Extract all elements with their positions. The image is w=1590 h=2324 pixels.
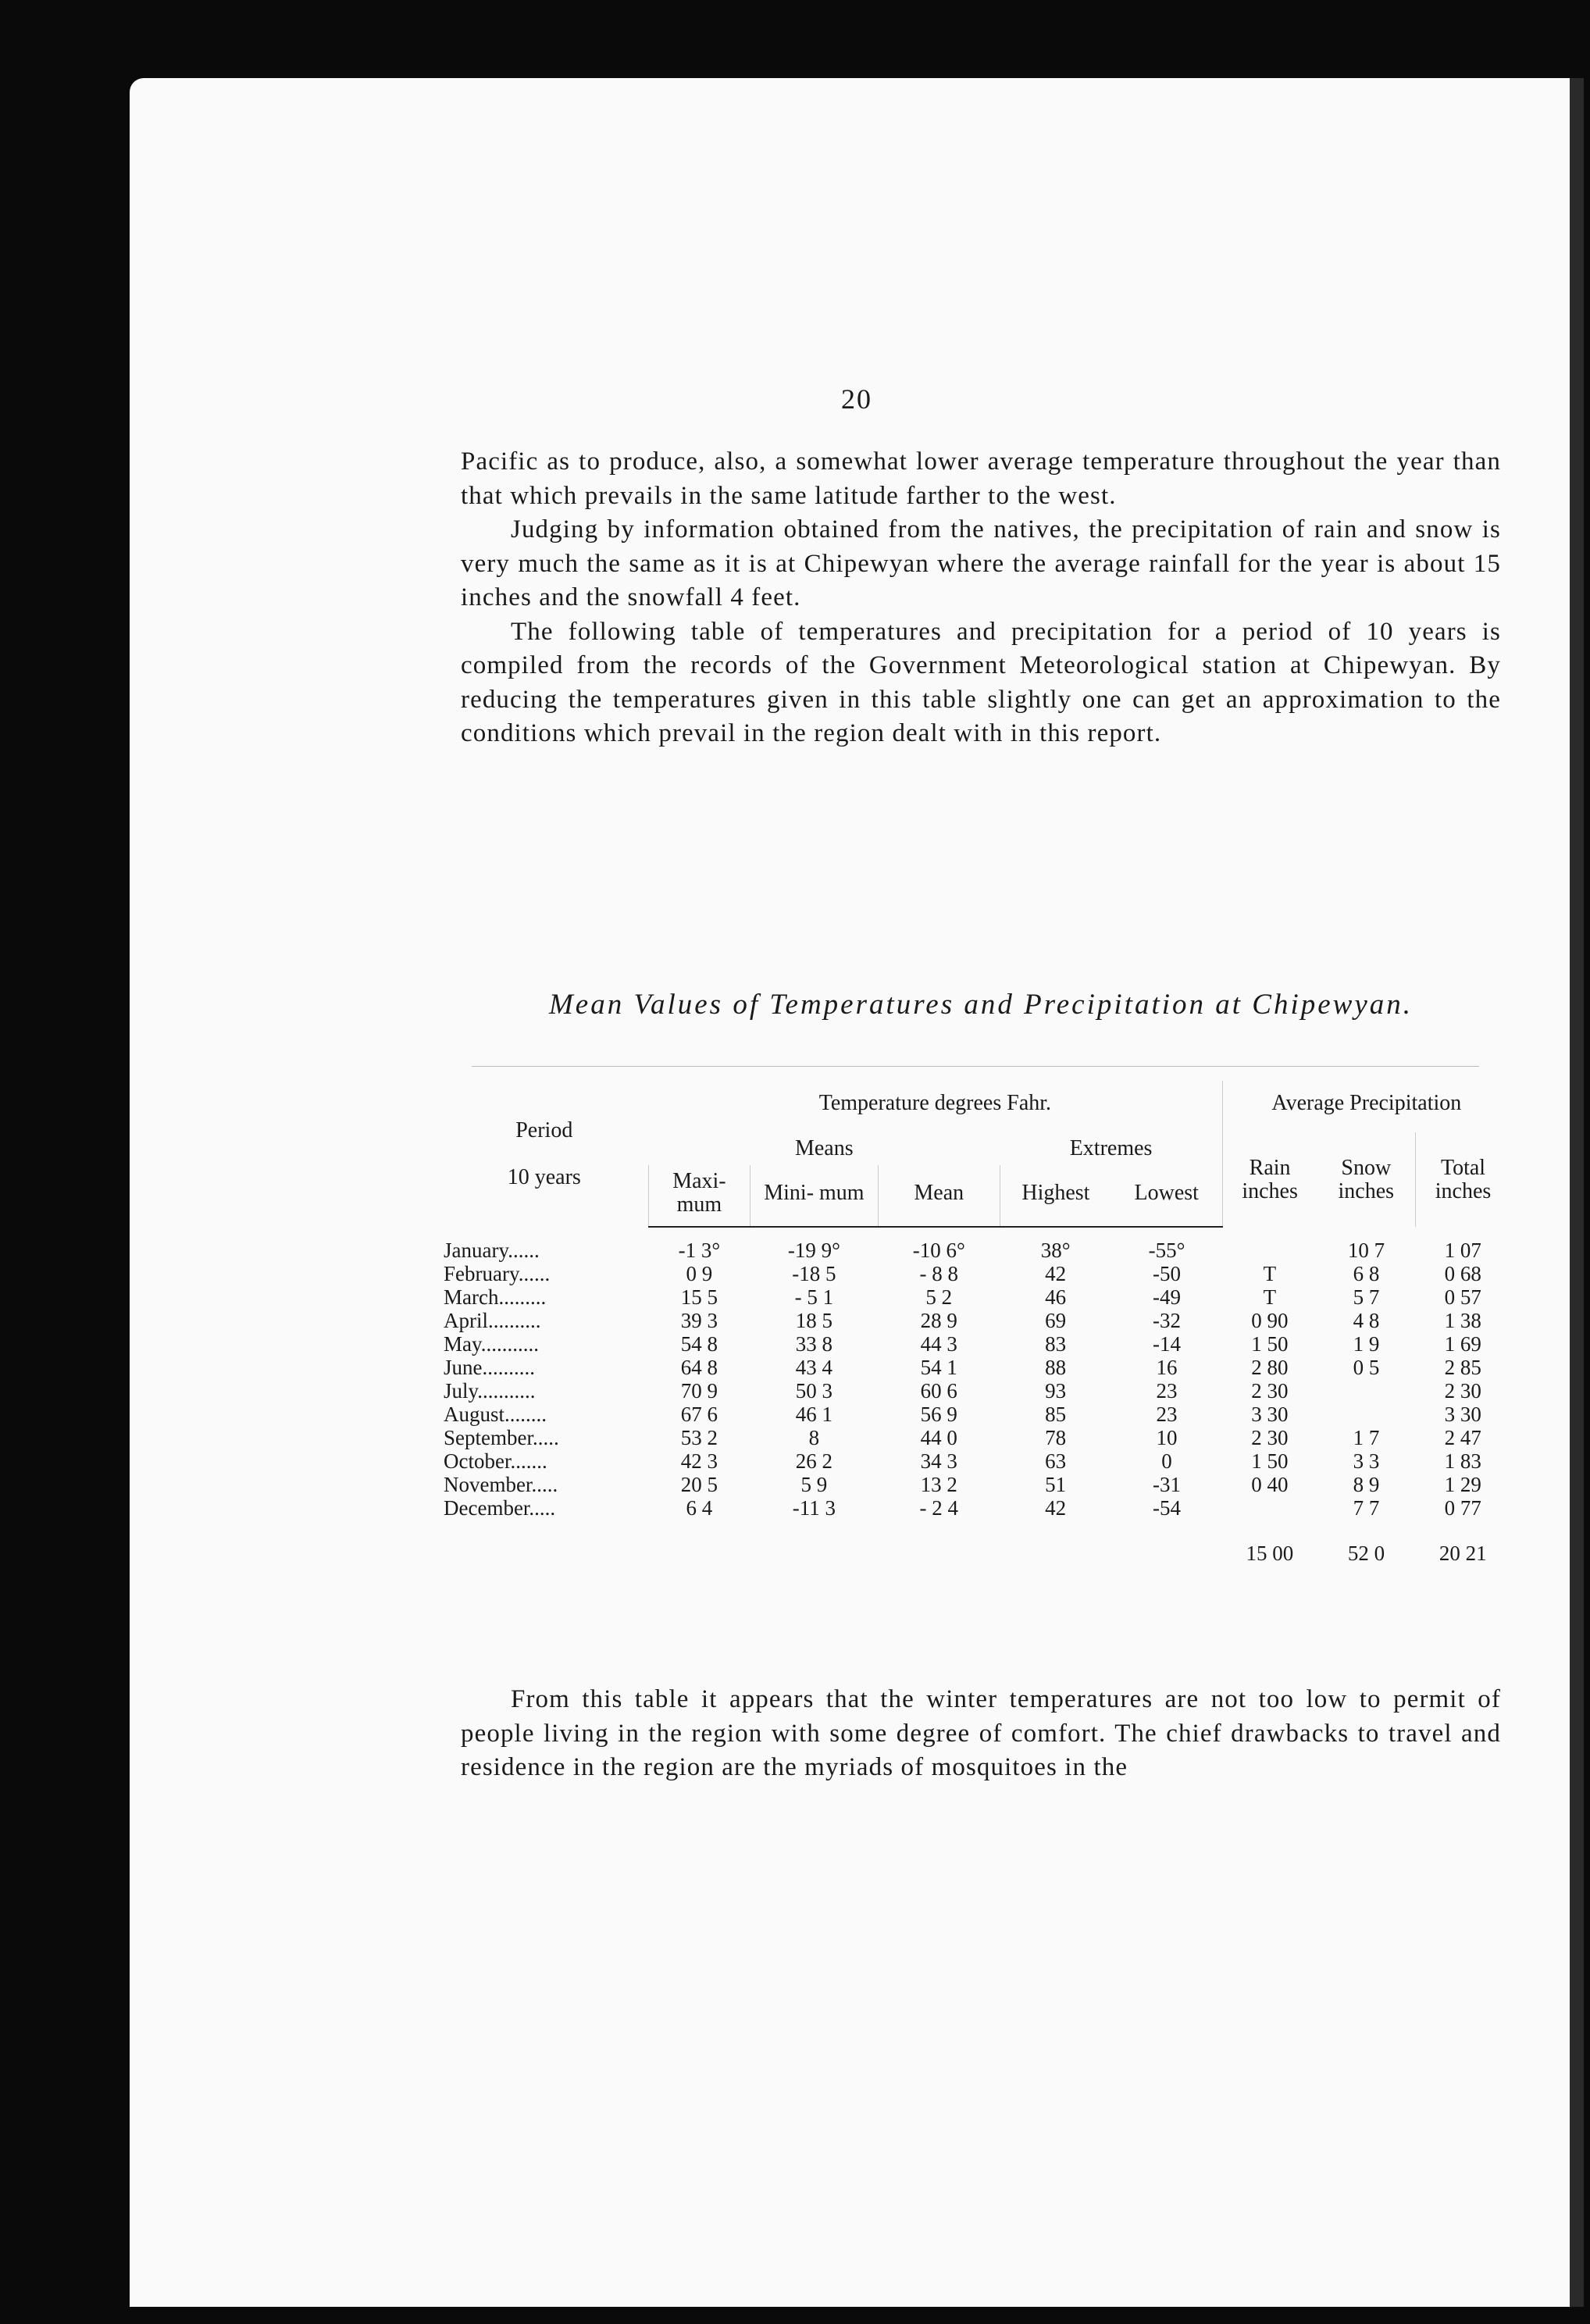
cell-max: 39 3 [680,1309,718,1332]
cell-total: 0 57 [1444,1285,1481,1309]
cell-snow [1317,1379,1416,1403]
outro-text [461,1683,1501,1785]
table-row [440,1262,1510,1285]
intro-paragraph-3: The following table of temperatures and precipitation for a period of 10 years is compiled from the records of the Government Meteorological station at Chipewyan. By reducing the temperatures given in this table slightly one can get an approximation to the conditions which prevail in the region dealt with in this report. [461,617,1501,747]
header-temperature-group: Temperature degrees Fahr. [818,1091,1052,1115]
totals-row [440,1520,1510,1565]
cell-rain: 1 50 [1251,1332,1289,1356]
cell-highest: 42 [1045,1262,1067,1285]
cell-max: -1 3° [678,1239,721,1262]
cell-rain [1222,1227,1317,1262]
cell-total: 0 68 [1444,1262,1481,1285]
cell-period: August........ [444,1403,547,1426]
table-row [440,1379,1510,1403]
cell-min: 26 2 [795,1449,833,1473]
cell-min: 50 3 [795,1379,833,1403]
cell-mean: - 2 4 [919,1496,959,1520]
header-period-sub: 10 years [507,1164,581,1189]
header-snow: Snow inches [1338,1155,1395,1203]
cell-max: 15 5 [680,1285,718,1309]
cell-min: 33 8 [795,1332,833,1356]
table-row [440,1227,1510,1262]
header-extremes-group: Extremes [1069,1136,1153,1160]
outro-paragraph: From this table it appears that the winter temperatures are not too low to permit of people living in the region with some degree of comfort. The chief drawbacks to travel and residence in the region are the myriads of mosquitoes in the [461,1685,1501,1781]
cell-lowest: 23 [1156,1403,1178,1426]
cell-period: May........... [444,1332,539,1356]
cell-lowest: 0 [1161,1449,1172,1473]
header-period [440,1081,648,1227]
cell-highest: 51 [1045,1473,1067,1496]
cell-snow: 1 9 [1353,1332,1380,1356]
cell-period: October....... [444,1449,547,1473]
cell-highest: 88 [1045,1356,1067,1379]
cell-min: 8 [808,1426,820,1449]
cell-rain [1222,1496,1317,1520]
total-precip: 20 21 [1438,1542,1487,1565]
document-page [130,78,1584,2307]
cell-mean: 56 9 [920,1403,957,1426]
table-body [440,1227,1510,1565]
cell-period: July........... [444,1379,536,1403]
cell-max: 64 8 [680,1356,718,1379]
cell-snow: 6 8 [1353,1262,1380,1285]
header-means-group: Means [794,1136,854,1160]
cell-period: April.......... [444,1309,541,1332]
cell-min: -11 3 [792,1496,836,1520]
cell-highest: 46 [1045,1285,1067,1309]
cell-lowest: -49 [1153,1285,1181,1309]
cell-lowest: -50 [1153,1262,1181,1285]
cell-rain: 0 90 [1251,1309,1289,1332]
cell-total: 2 85 [1444,1356,1481,1379]
cell-rain: T [1263,1262,1277,1285]
cell-snow: 1 7 [1353,1426,1380,1449]
cell-mean: -10 6° [912,1239,965,1262]
cell-min: 43 4 [795,1356,833,1379]
climate-table-wrapper [440,1066,1510,1565]
table-row [440,1356,1510,1379]
cell-snow: 0 5 [1353,1356,1380,1379]
cell-snow: 7 7 [1353,1496,1380,1520]
cell-min: -19 9° [787,1239,840,1262]
cell-period: March......... [444,1285,547,1309]
cell-mean: 44 3 [920,1332,957,1356]
cell-total: 0 77 [1444,1496,1481,1520]
cell-total: 2 47 [1444,1426,1481,1449]
cell-lowest: 16 [1156,1356,1178,1379]
table-row [440,1449,1510,1473]
cell-mean: 44 0 [920,1426,957,1449]
cell-mean: - 8 8 [919,1262,959,1285]
cell-period: December..... [444,1496,556,1520]
cell-lowest: -31 [1153,1473,1181,1496]
header-precip-group: Average Precipitation [1222,1081,1510,1132]
cell-max: 0 9 [686,1262,713,1285]
table-row [440,1403,1510,1426]
cell-total: 1 69 [1444,1332,1481,1356]
cell-snow: 5 7 [1353,1285,1380,1309]
cell-rain: 3 30 [1251,1403,1289,1426]
cell-total: 1 38 [1444,1309,1481,1332]
total-rain: 15 00 [1246,1542,1294,1565]
cell-max: 54 8 [680,1332,718,1356]
cell-lowest: -32 [1153,1309,1181,1332]
total-snow: 52 0 [1347,1542,1385,1565]
cell-total: 2 30 [1444,1379,1481,1403]
cell-total: 1 83 [1444,1449,1481,1473]
header-lowest: Lowest [1111,1165,1222,1227]
cell-max: 53 2 [680,1426,718,1449]
cell-rain: 1 50 [1251,1449,1289,1473]
cell-min: 5 9 [800,1473,828,1496]
table-top-rule [472,1066,1479,1067]
cell-snow [1317,1403,1416,1426]
header-period-label: Period [515,1117,573,1142]
cell-min: 46 1 [795,1403,833,1426]
header-min: Mini- mum [750,1165,878,1227]
table-title: Mean Values of Temperatures and Precipitation at Chipewyan. [548,989,1414,1021]
cell-snow: 8 9 [1353,1473,1380,1496]
cell-total: 1 29 [1444,1473,1481,1496]
cell-lowest: 10 [1156,1426,1178,1449]
intro-paragraph-1: Pacific as to produce, also, a somewhat lower average temperature throughout the year than that which prevails in the same latitude farther to the west. [461,447,1501,510]
cell-total: 1 07 [1444,1238,1481,1262]
climate-table [440,1081,1510,1565]
cell-snow: 4 8 [1353,1309,1380,1332]
header-total: Total inches [1416,1132,1510,1227]
cell-rain: 2 30 [1251,1379,1289,1403]
cell-rain: 0 40 [1251,1473,1289,1496]
cell-period: January...... [444,1238,540,1262]
cell-highest: 85 [1045,1403,1067,1426]
intro-paragraph-2: Judging by information obtained from the natives, the precipitation of rain and snow is very much the same as it is at Chipewyan where the average rainfall for the year is about 15 inches and the snowfall 4 feet. [461,515,1501,611]
cell-highest: 69 [1045,1309,1067,1332]
page-number: 20 [841,383,872,415]
cell-min: - 5 1 [794,1285,834,1309]
cell-max: 70 9 [680,1379,718,1403]
cell-highest: 93 [1045,1379,1067,1403]
cell-rain: 2 80 [1251,1356,1289,1379]
cell-mean: 13 2 [920,1473,957,1496]
intro-text [461,445,1501,751]
cell-snow: 10 7 [1347,1238,1385,1262]
table-row [440,1332,1510,1356]
cell-mean: 54 1 [920,1356,957,1379]
totals-spacer [440,1520,1222,1565]
header-rain: Rain inches [1222,1132,1317,1227]
cell-min: 18 5 [795,1309,833,1332]
cell-period: February...... [444,1262,551,1285]
table-row [440,1285,1510,1309]
cell-max: 67 6 [680,1403,718,1426]
header-mean: Mean [878,1165,1000,1227]
cell-lowest: 23 [1156,1379,1178,1403]
cell-mean: 28 9 [920,1309,957,1332]
cell-period: November..... [444,1473,558,1496]
table-row [440,1496,1510,1520]
cell-highest: 42 [1045,1496,1067,1520]
cell-lowest: -14 [1153,1332,1181,1356]
cell-max: 42 3 [680,1449,718,1473]
table-row [440,1309,1510,1332]
cell-highest: 83 [1045,1332,1067,1356]
table-row [440,1426,1510,1449]
cell-mean: 60 6 [920,1379,957,1403]
cell-mean: 34 3 [920,1449,957,1473]
cell-rain: 2 30 [1251,1426,1289,1449]
cell-period: June.......... [444,1356,535,1379]
cell-lowest: -54 [1153,1496,1181,1520]
cell-lowest: -55° [1148,1239,1185,1262]
cell-rain: T [1263,1285,1277,1309]
cell-max: 20 5 [680,1473,718,1496]
header-max: Maxi- mum [648,1165,750,1227]
cell-mean: 5 2 [925,1285,953,1309]
cell-snow: 3 3 [1353,1449,1380,1473]
cell-highest: 38° [1040,1239,1071,1262]
cell-highest: 63 [1045,1449,1067,1473]
cell-max: 6 4 [686,1496,713,1520]
table-row [440,1473,1510,1496]
cell-min: -18 5 [792,1262,836,1285]
cell-total: 3 30 [1444,1403,1481,1426]
header-highest: Highest [1000,1165,1111,1227]
cell-period: September..... [444,1426,559,1449]
cell-highest: 78 [1045,1426,1067,1449]
